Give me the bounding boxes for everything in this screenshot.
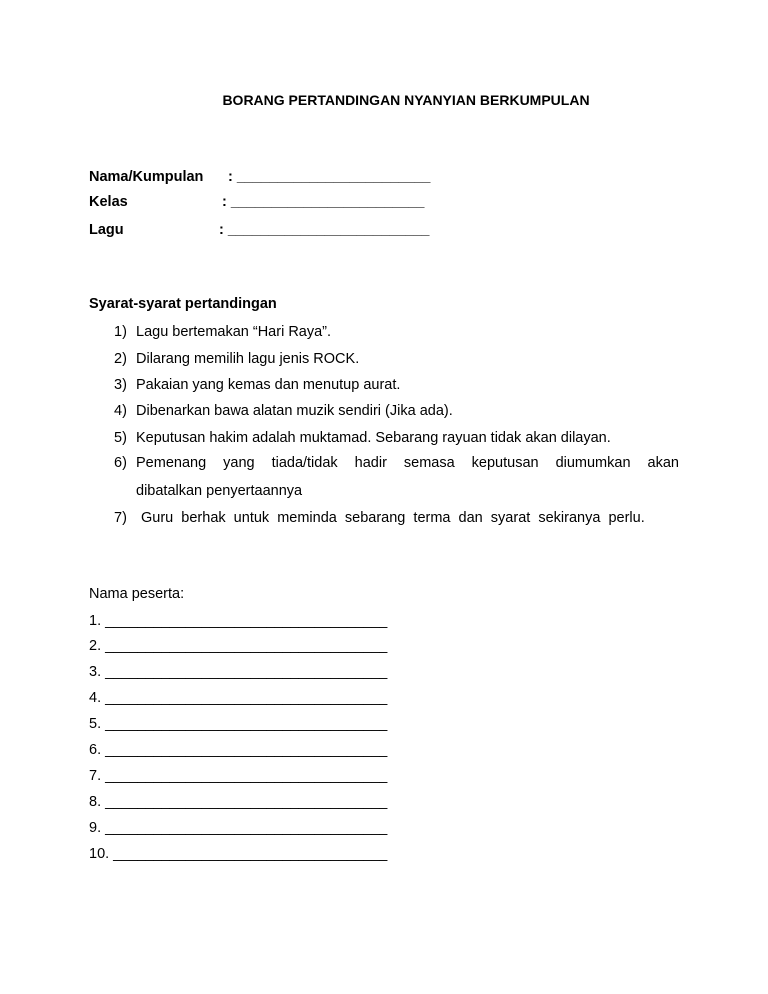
- participant-line[interactable]: 7. ___________________________________: [89, 768, 388, 784]
- rule-word: semasa: [403, 455, 455, 471]
- participant-line[interactable]: 2. ___________________________________: [89, 638, 388, 654]
- participant-line[interactable]: 3. ___________________________________: [89, 664, 388, 680]
- rule-word: yang: [223, 455, 255, 471]
- form-title: BORANG PERTANDINGAN NYANYIAN BERKUMPULAN: [222, 92, 590, 108]
- rule-number: 7): [114, 510, 127, 526]
- rule-text: Keputusan hakim adalah muktamad. Sebarang rayuan tidak akan dilayan.: [136, 430, 611, 446]
- participant-line[interactable]: 9. ___________________________________: [89, 820, 388, 836]
- participants-label: Nama peserta:: [89, 586, 185, 602]
- participant-line[interactable]: 5. ___________________________________: [89, 716, 388, 732]
- rule-word: akan: [647, 455, 679, 471]
- rule-number: 2): [114, 351, 127, 367]
- rule-text: Dilarang memilih lagu jenis ROCK.: [136, 351, 360, 367]
- rule-number: 3): [114, 377, 127, 393]
- rule-text: Pakaian yang kemas dan menutup aurat.: [136, 377, 401, 393]
- participant-line[interactable]: 1. ___________________________________: [89, 613, 388, 629]
- field-label-kelas: Kelas: [89, 194, 128, 210]
- rule-text: Lagu bertemakan “Hari Raya”.: [136, 324, 332, 340]
- field-blank-lagu[interactable]: : _________________________: [219, 222, 430, 238]
- rule-word: keputusan: [471, 455, 539, 471]
- field-label-lagu: Lagu: [89, 222, 124, 238]
- field-label-nama-kumpulan: Nama/Kumpulan: [89, 169, 204, 185]
- rule-text: Dibenarkan bawa alatan muzik sendiri (Jika ada).: [136, 403, 453, 419]
- participant-line[interactable]: 8. ___________________________________: [89, 794, 388, 810]
- rules-heading: Syarat-syarat pertandingan: [89, 296, 277, 312]
- rule-word: Pemenang: [136, 455, 207, 471]
- participant-line[interactable]: 6. ___________________________________: [89, 742, 388, 758]
- rule-word: diumumkan: [555, 455, 631, 471]
- rule-word: tiada/tidak: [271, 455, 338, 471]
- rule-number: 4): [114, 403, 127, 419]
- rule-number: 1): [114, 324, 127, 340]
- rule-text: Guru berhak untuk meminda sebarang terma dan syarat sekiranya perlu.: [141, 510, 645, 526]
- rule-text-justified: [136, 455, 679, 471]
- field-blank-nama-kumpulan[interactable]: : ________________________: [228, 169, 431, 185]
- rule-continuation: dibatalkan penyertaannya: [136, 483, 303, 499]
- rule-number: 5): [114, 430, 127, 446]
- rule-number: 6): [114, 455, 127, 471]
- participant-line[interactable]: 10. __________________________________: [89, 846, 388, 862]
- field-blank-kelas[interactable]: : ________________________: [222, 194, 425, 210]
- rule-word: hadir: [354, 455, 387, 471]
- participant-line[interactable]: 4. ___________________________________: [89, 690, 388, 706]
